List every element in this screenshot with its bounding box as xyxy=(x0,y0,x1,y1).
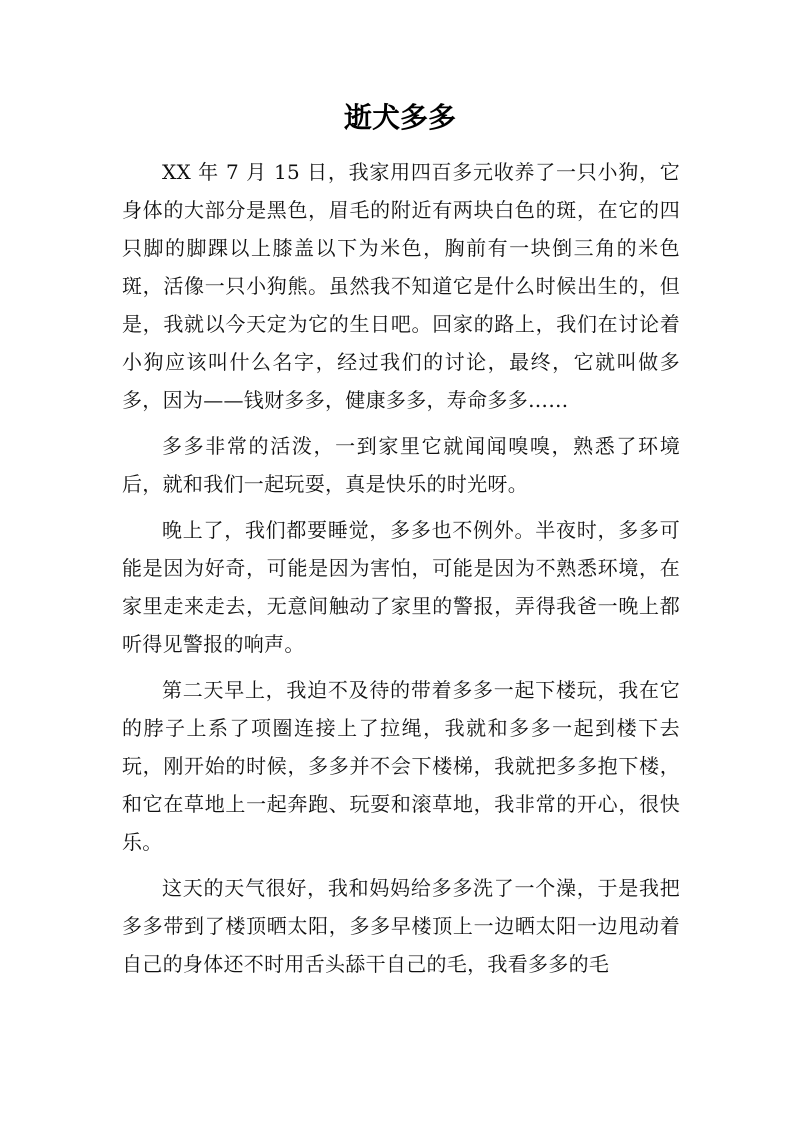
paragraph-2: 多多非常的活泼，一到家里它就闻闻嗅嗅，熟悉了环境后，就和我们一起玩耍，真是快乐的时光呀。 xyxy=(122,434,680,496)
paragraph-3: 晚上了，我们都要睡觉，多多也不例外。半夜时，多多可能是因为好奇，可能是因为害怕，可能是因为不熟悉环境，在家里走来走去，无意间触动了家里的警报，弄得我爸一晚上都听得见警报的响声。 xyxy=(122,518,680,656)
paragraph-1: XX 年 7 月 15 日，我家用四百多元收养了一只小狗，它身体的大部分是黑色，眉毛的附近有两块白色的斑，在它的四只脚的脚踝以上膝盖以下为米色，胸前有一块倒三角的米色斑，活像一只小狗熊。虽然我不知道它是什么时候出生的，但是，我就以今天定为它的生日吧。回家的路上，我们在讨论着小狗应该叫什么名字，经过我们的讨论，最终，它就叫做多多，因为——钱财多多，健康多多，寿命多多…… xyxy=(122,160,680,412)
paragraph-5: 这天的天气很好，我和妈妈给多多洗了一个澡，于是我把多多带到了楼顶晒太阳，多多早楼顶上一边晒太阳一边甩动着自己的身体还不时用舌头舔干自己的毛，我看多多的毛 xyxy=(122,876,680,976)
document-body xyxy=(122,153,680,991)
document-title: 逝犬多多 xyxy=(343,101,456,134)
paragraph-4: 第二天早上，我迫不及待的带着多多一起下楼玩，我在它的脖子上系了项圈连接上了拉绳，我就和多多一起到楼下去玩，刚开始的时候，多多并不会下楼梯，我就把多多抱下楼，和它在草地上一起奔跑、玩耍和滚草地，我非常的开心，很快乐。 xyxy=(122,678,680,854)
